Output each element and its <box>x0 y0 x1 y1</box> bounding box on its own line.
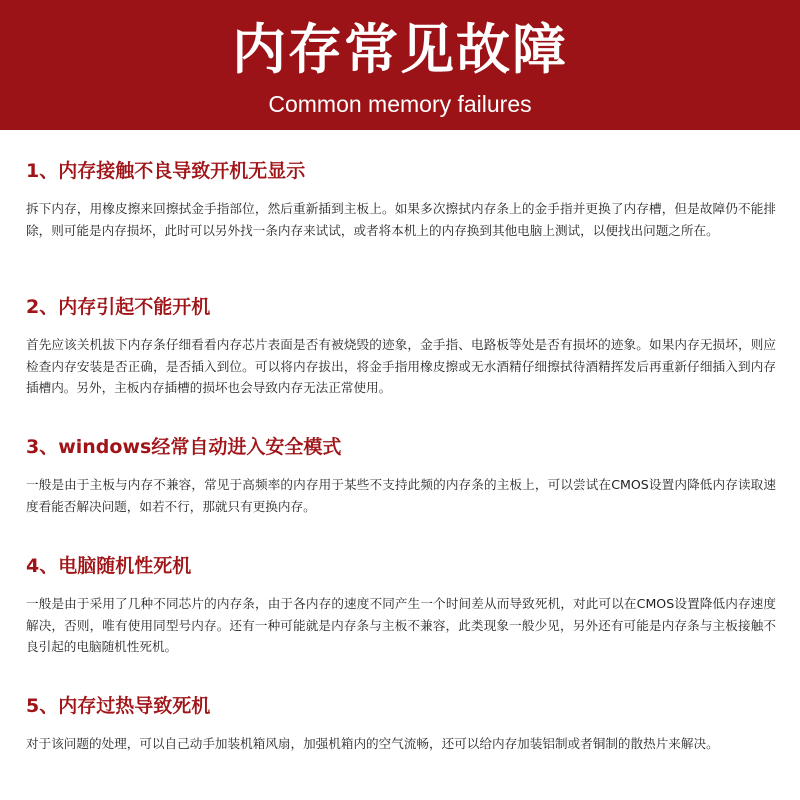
page-subtitle: Common memory failures <box>268 91 532 117</box>
section-title: 4、电脑随机性死机 <box>26 555 192 577</box>
section-title: 2、内存引起不能开机 <box>26 296 211 318</box>
section-body: 首先应该关机拔下内存条仔细看看内存芯片表面是否有被烧毁的迹象，金手指、电路板等处是否有损坏的迹象。如果内存无损坏，则应检查内存安装是否正确，是否插入到位。可以将内存拔出，将金手指用橡皮擦或无水酒精仔细擦拭待酒精挥发后再重新仔细插入到内存插槽内。另外，主板内存插槽的损坏也会导致内存无法正常使用。 <box>26 337 776 395</box>
section-title: 1、内存接触不良导致开机无显示 <box>26 160 306 182</box>
section-body: 拆下内存，用橡皮擦来回擦拭金手指部位，然后重新插到主板上。如果多次擦拭内存条上的金手指并更换了内存槽，但是故障仍不能排除，则可能是内存损坏，此时可以另外找一条内存来试试，或者将本机上的内存换到其他电脑上测试，以便找出问题之所在。 <box>26 201 776 238</box>
section-body: 一般是由于主板与内存不兼容，常见于高频率的内存用于某些不支持此频的内存条的主板上，可以尝试在CMOS设置内降低内存读取速度看能否解决问题，如若不行，那就只有更换内存。 <box>26 477 776 514</box>
section-title: 5、内存过热导致死机 <box>26 695 211 717</box>
section-body: 一般是由于采用了几种不同芯片的内存条，由于各内存的速度不同产生一个时间差从而导致死机，对此可以在CMOS设置降低内存速度解决，否则，唯有使用同型号内存。还有一种可能就是内存条与主板不兼容，此类现象一般少见，另外还有可能是内存条与主板接触不良引起的电脑随机性死机。 <box>26 596 776 654</box>
page-title: 内存常见故障 <box>232 18 568 81</box>
header-banner <box>0 0 800 130</box>
section-body: 对于该问题的处理，可以自己动手加装机箱风扇，加强机箱内的空气流畅，还可以给内存加装铝制或者铜制的散热片来解决。 <box>26 736 719 751</box>
section-title: 3、windows经常自动进入安全模式 <box>26 436 342 458</box>
